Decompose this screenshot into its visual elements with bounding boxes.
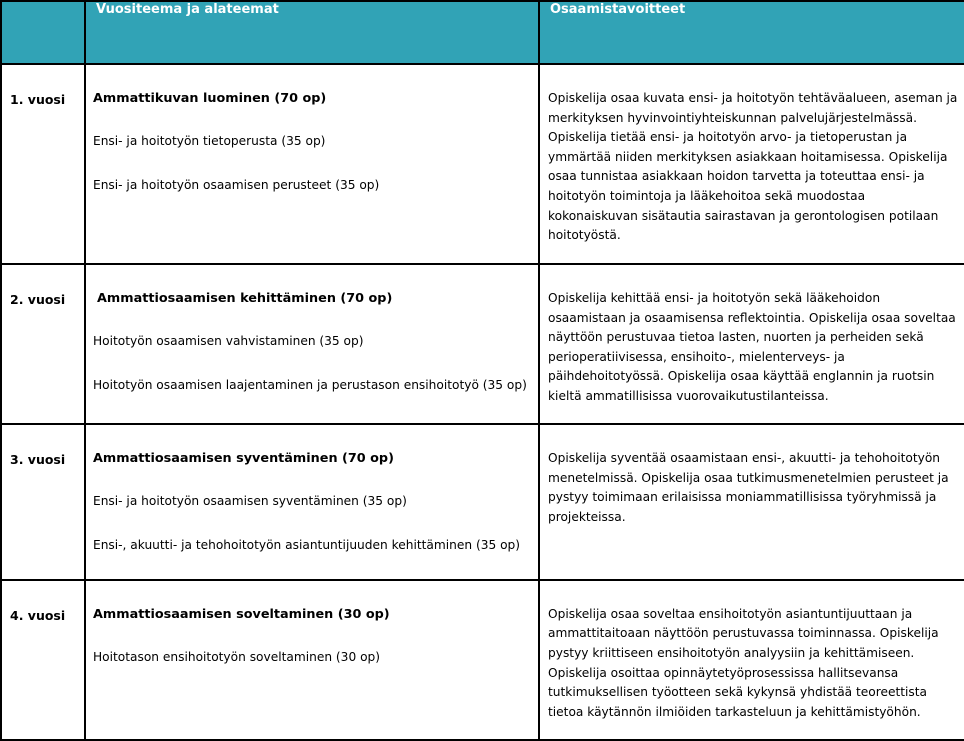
subtheme: Ensi-, akuutti- ja tehohoitotyön asiantuntijuuden kehittäminen (35 op) [93, 537, 521, 552]
header-year [1, 1, 85, 64]
theme-title: Ammattiosaamisen kehittäminen (70 op) [97, 291, 393, 306]
goals-cell [539, 580, 964, 740]
table-row [1, 64, 964, 264]
year-cell [1, 264, 85, 424]
year-cell [1, 64, 85, 264]
header-goals [539, 1, 964, 64]
goals-text: Opiskelija syventää osaamistaan ensi-, akuutti- ja tehohoitotyön menetelmissä. Opiskelija osaa tutkimusmenetelmien perusteet ja pystyy toimimaan erilaisissa moniammatillisissa työryhmissä ja projekteissa. [548, 451, 949, 524]
header-theme [85, 1, 539, 64]
subtheme: Hoitotyön osaamisen laajentaminen ja perustason ensihoitotyö (35 op) [93, 377, 527, 392]
year-cell [1, 424, 85, 580]
year-label: 2. vuosi [10, 292, 66, 307]
table-row [1, 424, 964, 580]
goals-text: Opiskelija osaa kuvata ensi- ja hoitotyön tehtäväalueen, aseman ja merkityksen hyvinvointiyhteiskunnan palvelujärjestelmässä. Opiskelija tietää ensi- ja hoitotyön arvo- ja tietoperustan ja ymmärtää niiden merkityksen asiakkaan hoitamisessa. Opiskelija osaa tunnistaa asiakkaan hoidon tarvetta ja toteuttaa ensi- ja hoitotyön toimintoja ja lääkehoitoa sekä muodostaa kokonaiskuvan sisätautia sairastavan ja gerontologisen potilaan hoitotyöstä. [548, 91, 958, 243]
theme-cell [85, 424, 539, 580]
year-label: 3. vuosi [10, 452, 66, 467]
subtheme: Ensi- ja hoitotyön tietoperusta (35 op) [93, 134, 326, 149]
theme-cell [85, 64, 539, 264]
year-cell [1, 580, 85, 740]
theme-title: Ammattiosaamisen syventäminen (70 op) [93, 451, 394, 466]
subtheme: Ensi- ja hoitotyön osaamisen syventäminen (35 op) [93, 494, 407, 509]
goals-text: Opiskelija kehittää ensi- ja hoitotyön sekä lääkehoidon osaamistaan ja osaamisensa reflektointia. Opiskelija osaa soveltaa näyttöön perustuvaa tietoa lasten, nuorten ja perheiden sekä perioperatiivisessa, ensihoito-, mielenterveys- ja päihdehoitotyössä. Opiskelija osaa käyttää englannin ja ruotsin kieltä ammatillisissa vuorovaikutustilanteissa. [548, 291, 956, 403]
theme-title: Ammattiosaamisen soveltaminen (30 op) [93, 606, 390, 622]
theme-cell [85, 264, 539, 424]
header-goals-label: Osaamistavoitteet [550, 2, 686, 17]
year-label: 1. vuosi [10, 92, 66, 107]
year-label: 4. vuosi [10, 607, 66, 623]
goals-cell [539, 64, 964, 264]
goals-cell [539, 424, 964, 580]
subtheme: Ensi- ja hoitotyön osaamisen perusteet (35 op) [93, 177, 380, 192]
subtheme: Hoitotason ensihoitotyön soveltaminen (30 op) [93, 650, 381, 665]
header-theme-label: Vuositeema ja alateemat [96, 2, 279, 17]
goals-cell [539, 264, 964, 424]
goals-text: Opiskelija osaa soveltaa ensihoitotyön asiantuntijuuttaan ja ammattitaitoaan näyttöön perustuvassa toiminnassa. Opiskelija pystyy kriittiseen ensihoitotyön analyysiin ja kehittämiseen. Opiskelija osoittaa opinnäytetyöprosessissa hallitsevansa tutkimuksellisen työotteen sekä kykynsä yhdistää teoreettista tietoa käytännön ilmiöiden tarkasteluun ja kehittämistyöhön. [548, 606, 939, 719]
theme-cell [85, 580, 539, 740]
table-row [1, 580, 964, 740]
theme-title: Ammattikuvan luominen (70 op) [93, 91, 327, 106]
subtheme: Hoitotyön osaamisen vahvistaminen (35 op) [93, 334, 364, 349]
table-row [1, 264, 964, 424]
header-row [1, 1, 964, 64]
